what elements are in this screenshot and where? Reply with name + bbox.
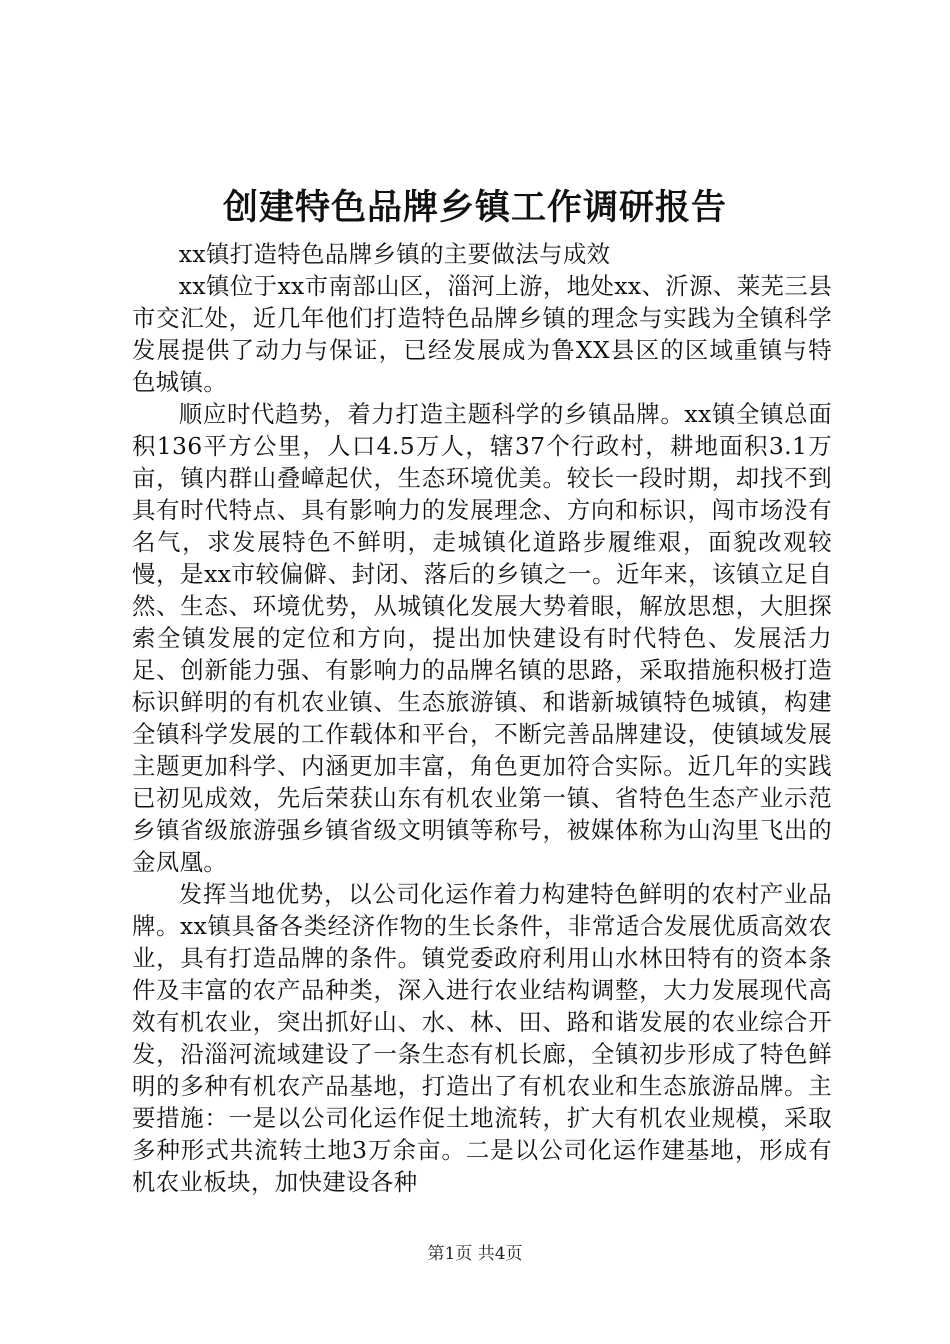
section-heading: xx镇打造特色品牌乡镇的主要做法与成效: [178, 240, 611, 268]
document-body: [132, 238, 832, 1198]
paragraph-intro: xx镇位于xx市南部山区，淄河上游，地处xx、沂源、莱芜三县市交汇处，近几年他们打造特色品牌乡镇的理念与实践为全镇科学发展提供了动力与保证，已经发展成为鲁XX县区的区域重镇与特色城镇。: [132, 272, 832, 396]
paragraph-brand-strategy: 顺应时代趋势，着力打造主题科学的乡镇品牌。xx镇全镇总面积136平方公里，人口4.5万人，辖37个行政村，耕地面积3.1万亩，镇内群山叠嶂起伏，生态环境优美。较长一段时期，却找不到具有时代特点、具有影响力的发展理念、方向和标识，闯市场没有名气，求发展特色不鲜明，走城镇化道路步履维艰，面貌改观较慢，是xx市较偏僻、封闭、落后的乡镇之一。近年来，该镇立足自然、生态、环境优势，从城镇化发展大势着眼，解放思想，大胆探索全镇发展的定位和方向，提出加快建设有时代特色、发展活力足、创新能力强、有影响力的品牌名镇的思路，采取措施积极打造标识鲜明的有机农业镇、生态旅游镇、和谐新城镇特色城镇，构建全镇科学发展的工作载体和平台，不断完善品牌建设，使镇域发展主题更加科学、内涵更加丰富，角色更加符合实际。近几年的实践已初见成效，先后荣获山东有机农业第一镇、省特色生态产业示范乡镇省级旅游强乡镇省级文明镇等称号，被媒体称为山沟里飞出的金凤凰。: [132, 400, 832, 876]
paragraph-local-advantages: 发挥当地优势，以公司化运作着力构建特色鲜明的农村产业品牌。xx镇具备各类经济作物的生长条件，非常适合发展优质高效农业，具有打造品牌的条件。镇党委政府利用山水林田特有的资本条件及丰富的农产品种类，深入进行农业结构调整，大力发展现代高效有机农业，突出抓好山、水、林、田、路和谐发展的农业综合开发，沿淄河流域建设了一条生态有机长廊，全镇初步形成了特色鲜明的多种有机农产品基地，打造出了有机农业和生态旅游品牌。主要措施：一是以公司化运作促土地流转，扩大有机农业规模，采取多种形式共流转土地3万余亩。二是以公司化运作建基地，形成有机农业板块，加快建设各种: [132, 880, 832, 1196]
page-footer: 第1页 共4页: [427, 1244, 523, 1264]
document-title: 创建特色品牌乡镇工作调研报告: [222, 187, 727, 228]
